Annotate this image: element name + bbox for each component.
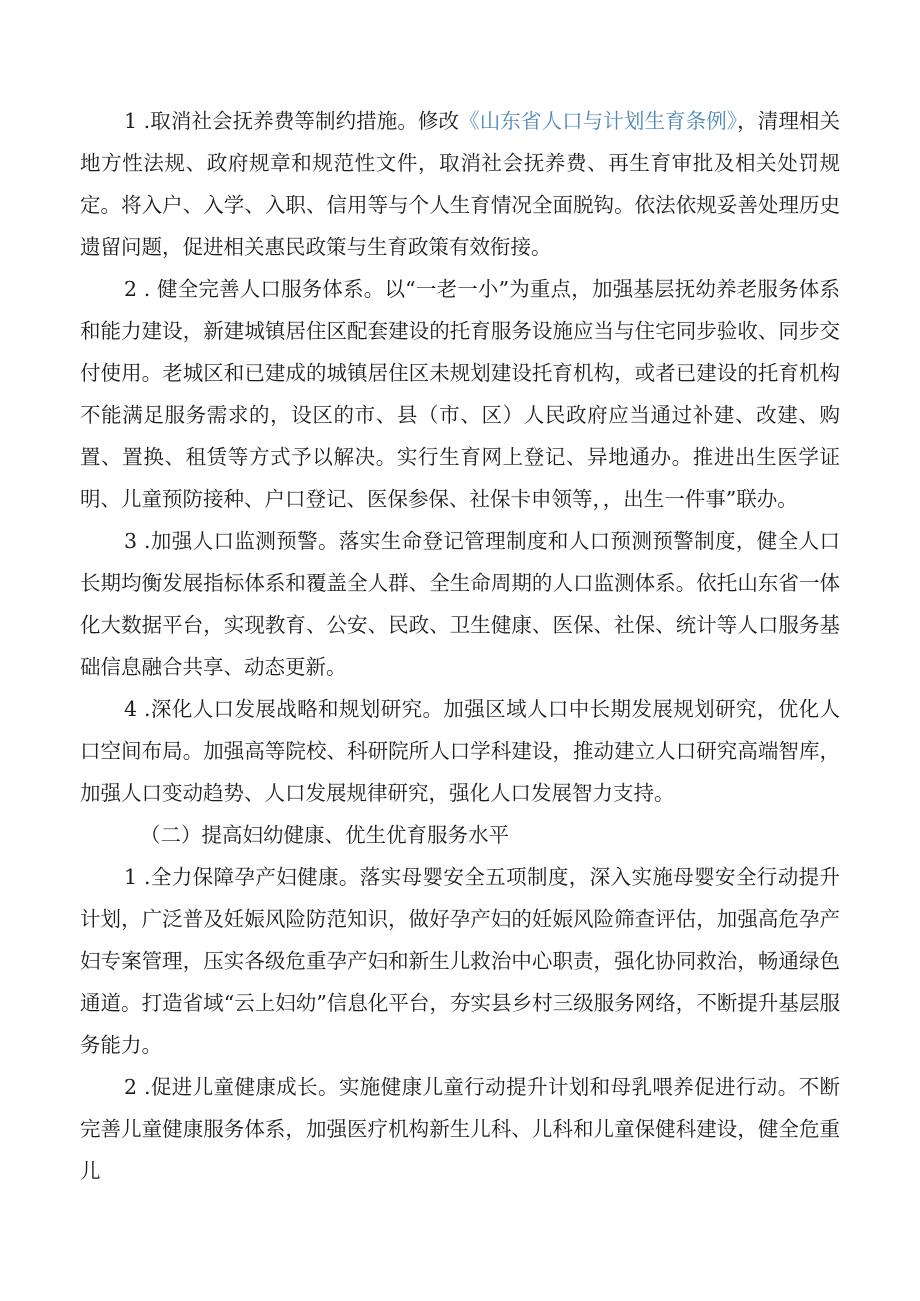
paragraph-1-rest: ，清理相关地方性法规、政府规章和规范性文件，取消社会抚养费、再生育审批及相关处罚规定。将入户、入学、入职、信用等与个人生育情况全面脱钩。依法依规妥善处理历史遗留问题，促进相关惠民政策与生育政策有效衔接。 xyxy=(80,109,841,259)
section-heading: （二）提高妇幼健康、优生优育服务水平 xyxy=(140,823,509,847)
paragraph-2: 2 . 健全完善人口服务体系。以“一老一小”为重点，加强基层抚幼养老服务体系和能力建设，新建城镇居住区配套建设的托育服务设施应当与住宅同步验收、同步交付使用。老城区和已建成的城镇居住区未规划建设托育机构，或者已建设的托育机构不能满足服务需求的，设区的市、县（市、区）人民政府应当通过补建、改建、购置、置换、租赁等方式予以解决。实行生育网上登记、异地通办。推进出生医学证明、儿童预防接种、户口登记、医保参保、社保卡申领等，，出生一件事”联办。 xyxy=(80,277,840,511)
paragraph-3: 3 .加强人口监测预警。落实生命登记管理制度和人口预测预警制度，健全人口长期均衡发展指标体系和覆盖全人群、全生命周期的人口监测体系。依托山东省一体化大数据平台，实现教育、公安、民政、卫生健康、医保、社保、统计等人口服务基础信息融合共享、动态更新。 xyxy=(80,529,840,679)
paragraph-5: 1 .全力保障孕产妇健康。落实母婴安全五项制度，深入实施母婴安全行动提升计划，广泛普及妊娠风险防范知识，做好孕产妇的妊娠风险筛查评估，加强高危孕产妇专案管理，压实各级危重孕产妇和新生儿救治中心职责，强化协同救治，畅通绿色通道。打造省域“云上妇幼”信息化平台，夯实县乡村三级服务网络，不断提升基层服务能力。 xyxy=(80,865,840,1057)
paragraph-1 xyxy=(80,100,840,268)
document-body xyxy=(80,100,840,1192)
paragraph-4: 4 .深化人口发展战略和规划研究。加强区域人口中长期发展规划研究，优化人口空间布局。加强高等院校、科研院所人口学科建设，推动建立人口研究高端智库，加强人口变动趋势、人口发展规律研究，强化人口发展智力支持。 xyxy=(80,697,840,805)
regulation-title-link[interactable]: 《山东省人口与计划生育条例》 xyxy=(459,109,738,133)
paragraph-6: 2 .促进儿童健康成长。实施健康儿童行动提升计划和母乳喂养促进行动。不断完善儿童健康服务体系，加强医疗机构新生儿科、儿科和儿童保健科建设，健全危重儿 xyxy=(80,1075,840,1183)
paragraph-1-lead: 1 .取消社会抚养费等制约措施。修改 xyxy=(124,109,460,133)
